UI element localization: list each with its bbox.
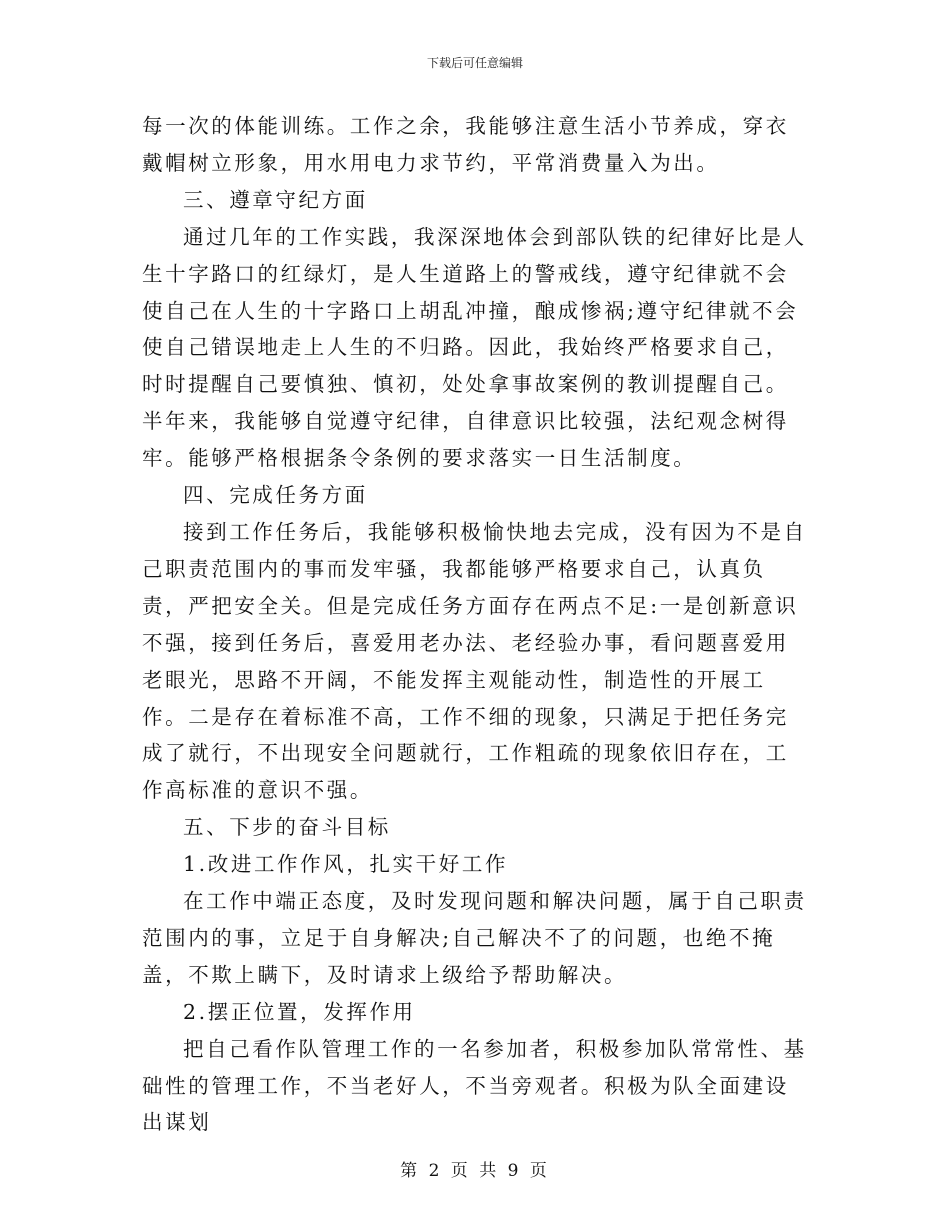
document-body: [142, 108, 808, 1141]
section-heading-4: 四、完成任务方面: [183, 483, 368, 508]
subheading-1: 1.改进工作作风，扎实干好工作: [183, 852, 509, 877]
paragraph-3: 接到工作任务后，我能够积极愉快地去完成，没有因为不是自己职责范围内的事而发牢骚，我都能够严格要求自己，认真负责，严把安全关。但是完成任务方面存在两点不足:一是创新意识不强，接到任务后，喜爱用老办法、老经验办事，看问题喜爱用老眼光，思路不开阔，不能发挥主观能动性，制造性的开展工作。二是存在着标准不高，工作不细的现象，只满足于把任务完成了就行，不出现安全问题就行，工作粗疏的现象依旧存在，工作高标准的意识不强。: [142, 519, 807, 803]
paragraph-2: 通过几年的工作实践，我深深地体会到部队铁的纪律好比是人生十字路口的红绿灯，是人生道路上的警戒线，遵守纪律就不会使自己在人生的十字路口上胡乱冲撞，酿成惨祸;遵守纪律就不会使自己错误地走上人生的不归路。因此，我始终严格要求自己，时时提醒自己要慎独、慎初，处处拿事故案例的教训提醒自己。半年来，我能够自觉遵守纪律，自律意识比较强，法纪观念树得牢。能够严格根据条令条例的要求落实一日生活制度。: [142, 224, 807, 471]
paragraph-5: 把自己看作队管理工作的一名参加者，积极参加队常常性、基础性的管理工作，不当老好人，不当旁观者。积极为队全面建设出谋划: [142, 1036, 807, 1135]
subheading-2: 2.摆正位置，发挥作用: [183, 999, 416, 1024]
paragraph-4: 在工作中端正态度，及时发现问题和解决问题，属于自己职责范围内的事，立足于自身解决;自己解决不了的问题，也绝不掩盖，不欺上瞒下，及时请求上级给予帮助解决。: [142, 889, 807, 987]
page-header-note: 下载后可任意编辑: [426, 56, 523, 70]
section-heading-3: 三、遵章守纪方面: [183, 187, 368, 212]
page-number: 第 2 页 共 9 页: [400, 1161, 550, 1181]
paragraph-1: 每一次的体能训练。工作之余，我能够注意生活小节养成，穿衣戴帽树立形象，用水用电力求节约，平常消费量入为出。: [142, 114, 789, 175]
section-heading-5: 五、下步的奋斗目标: [183, 815, 391, 840]
